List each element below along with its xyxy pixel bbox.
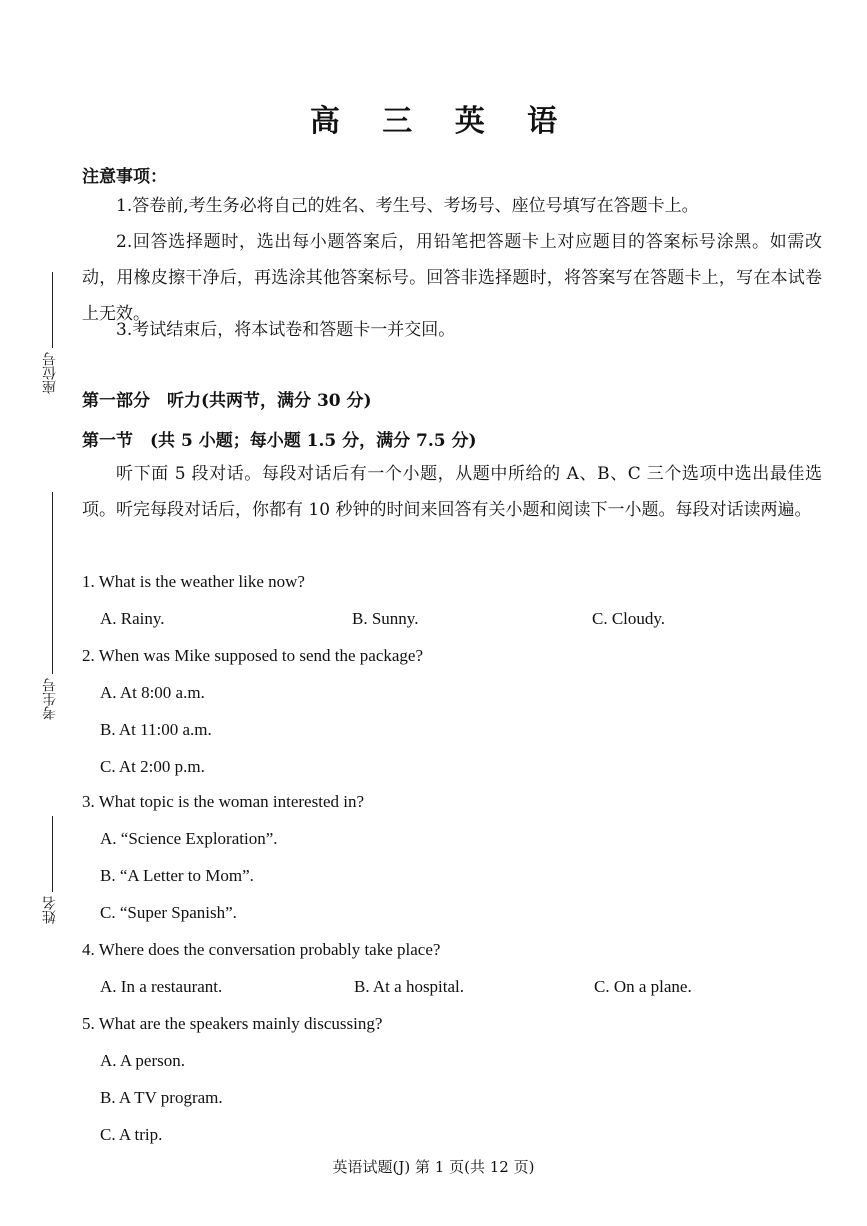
question-5-option-b: B. A TV program. [100,1088,223,1107]
exam-number-label: 考生号 [42,678,58,720]
question-2-stem: 2. When was Mike supposed to send the package? [82,646,424,665]
section1-title: 第一节 (共 5 小题；每小题 1.5 分，满分 7.5 分) [82,431,477,451]
question-1-option-c: C. Cloudy. [592,609,666,628]
question-4-option-a: A. In a restaurant. [100,977,223,996]
seat-number-label: 座位号 [42,352,58,394]
binding-line-name [52,816,53,892]
page-title: 高 三 英 语 [309,104,574,139]
question-3-stem: 3. What topic is the woman interested in? [82,792,365,811]
notice-item-1: 1.答卷前,考生务必将自己的姓名、考生号、考场号、座位号填写在答题卡上。 [116,196,699,216]
binding-line-exam-no [52,492,53,674]
question-1-stem: 1. What is the weather like now? [82,572,305,591]
question-1-option-b: B. Sunny. [352,609,419,628]
question-4-stem: 4. Where does the conversation probably take place? [82,940,441,959]
question-5-option-a: A. A person. [100,1051,185,1070]
part1-title: 第一部分 听力(共两节，满分 30 分) [82,391,372,411]
name-label: 姓名 [42,896,58,924]
question-3-option-c: C. “Super Spanish”. [100,903,237,922]
question-4-option-b: B. At a hospital. [354,977,465,996]
question-3-option-b: B. “A Letter to Mom”. [100,866,254,885]
question-2-option-b: B. At 11:00 a.m. [100,720,212,739]
notice-item-3: 3.考试结束后，将本试卷和答题卡一并交回。 [116,320,456,340]
question-4-option-c: C. On a plane. [594,977,692,996]
question-5-stem: 5. What are the speakers mainly discussing? [82,1014,383,1033]
notice-heading: 注意事项： [82,167,167,187]
listening-instructions: 听下面 5 段对话。每段对话后有一个小题，从题中所给的 A、B、C 三个选项中选出最佳选项。听完每段对话后，你都有 10 秒钟的时间来回答有关小题和阅读下一小题。每段对话读两遍。 [82,464,822,520]
question-5-option-c: C. A trip. [100,1125,163,1144]
question-2-option-c: C. At 2:00 p.m. [100,757,205,776]
binding-line-seat [52,272,53,348]
page-footer: 英语试题(J) 第 1 页(共 12 页) [332,1158,535,1176]
question-2-option-a: A. At 8:00 a.m. [100,683,205,702]
question-1-option-a: A. Rainy. [100,609,165,628]
notice-item-2: 2.回答选择题时，选出每小题答案后，用铅笔把答题卡上对应题目的答案标号涂黑。如需改动，用橡皮擦干净后，再选涂其他答案标号。回答非选择题时，将答案写在答题卡上，写在本试卷上无效。 [82,232,822,324]
question-3-option-a: A. “Science Exploration”. [100,829,278,848]
